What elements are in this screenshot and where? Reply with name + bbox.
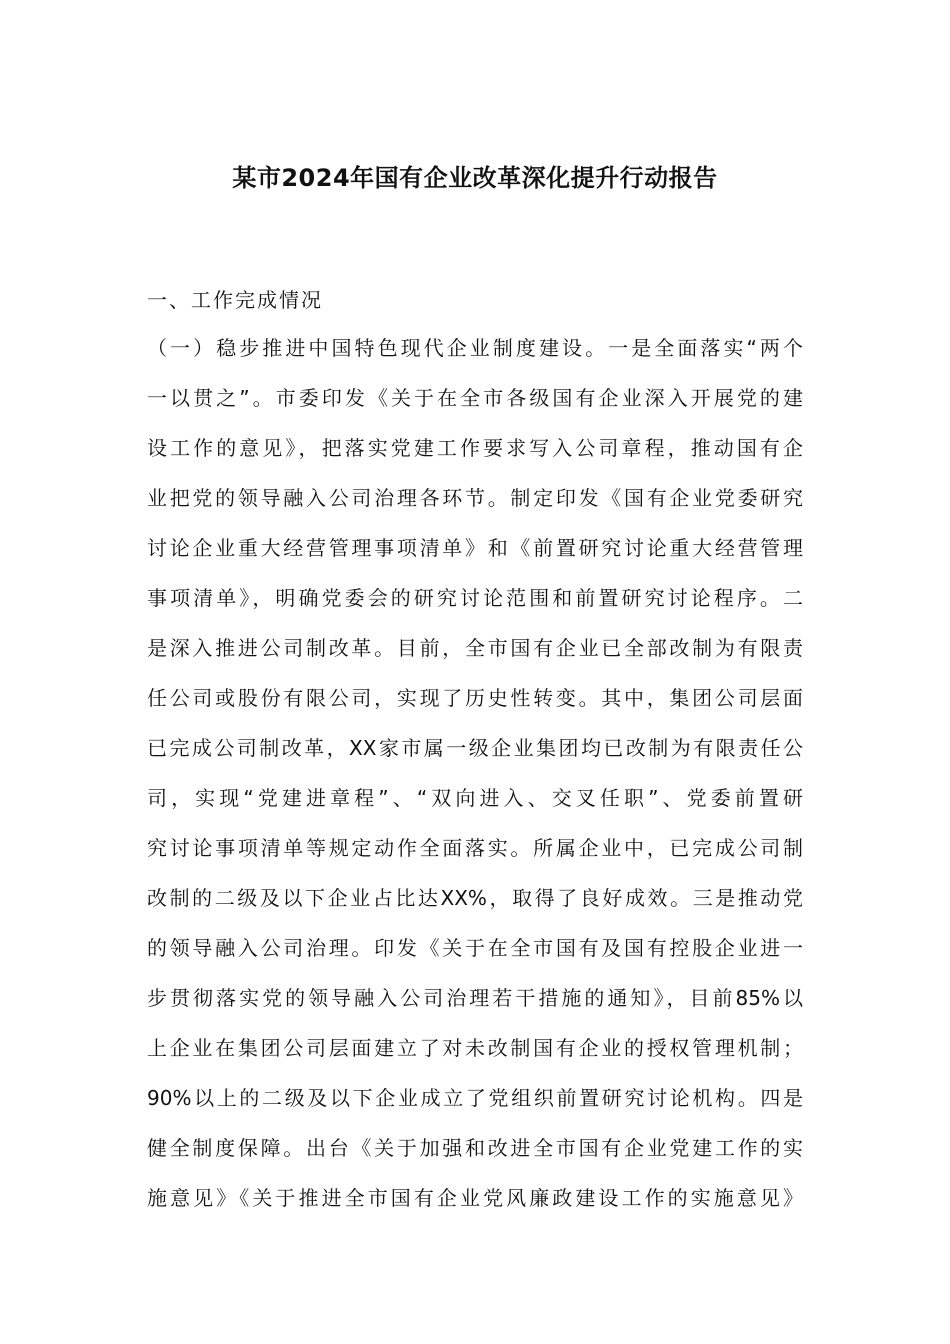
body-line: 究讨论事项清单等规定动作全面落实。所属企业中，已完成公司制 bbox=[147, 836, 803, 860]
body-line: 司，实现“党建进章程”、“双向进入、交叉任职”、党委前置研 bbox=[147, 786, 803, 810]
body-line: 改制的二级及以下企业占比达XX%，取得了良好成效。三是推动党 bbox=[147, 886, 803, 910]
section-heading: 一、工作完成情况 bbox=[147, 288, 323, 312]
body-line: 事项清单》，明确党委会的研究讨论范围和前置研究讨论程序。二 bbox=[147, 586, 803, 610]
body-line: 业把党的领导融入公司治理各环节。制定印发《国有企业党委研究 bbox=[147, 486, 803, 510]
body-line: 健全制度保障。出台《关于加强和改进全市国有企业党建工作的实 bbox=[147, 1136, 803, 1160]
body-line: 一以贯之”。市委印发《关于在全市各级国有企业深入开展党的建 bbox=[147, 386, 803, 410]
body-line: （一）稳步推进中国特色现代企业制度建设。一是全面落实“两个 bbox=[147, 336, 803, 360]
body-line: 是深入推进公司制改革。目前，全市国有企业已全部改制为有限责 bbox=[147, 636, 803, 660]
body-line: 已完成公司制改革，XX家市属一级企业集团均已改制为有限责任公 bbox=[147, 736, 803, 760]
body-line: 讨论企业重大经营管理事项清单》和《前置研究讨论重大经营管理 bbox=[147, 536, 803, 560]
document-title: 某市2024年国有企业改革深化提升行动报告 bbox=[232, 164, 718, 192]
body-line: 设工作的意见》，把落实党建工作要求写入公司章程，推动国有企 bbox=[147, 436, 803, 460]
body-line: 90%以上的二级及以下企业成立了党组织前置研究讨论机构。四是 bbox=[147, 1086, 803, 1110]
body-line: 步贯彻落实党的领导融入公司治理若干措施的通知》，目前85%以 bbox=[147, 986, 803, 1010]
body-line: 的领导融入公司治理。印发《关于在全市国有及国有控股企业进一 bbox=[147, 936, 803, 960]
body-line: 施意见》《关于推进全市国有企业党风廉政建设工作的实施意见》 bbox=[147, 1186, 803, 1210]
body-text bbox=[147, 328, 807, 1228]
body-line: 上企业在集团公司层面建立了对未改制国有企业的授权管理机制； bbox=[147, 1036, 803, 1060]
body-line: 任公司或股份有限公司，实现了历史性转变。其中，集团公司层面 bbox=[147, 686, 803, 710]
